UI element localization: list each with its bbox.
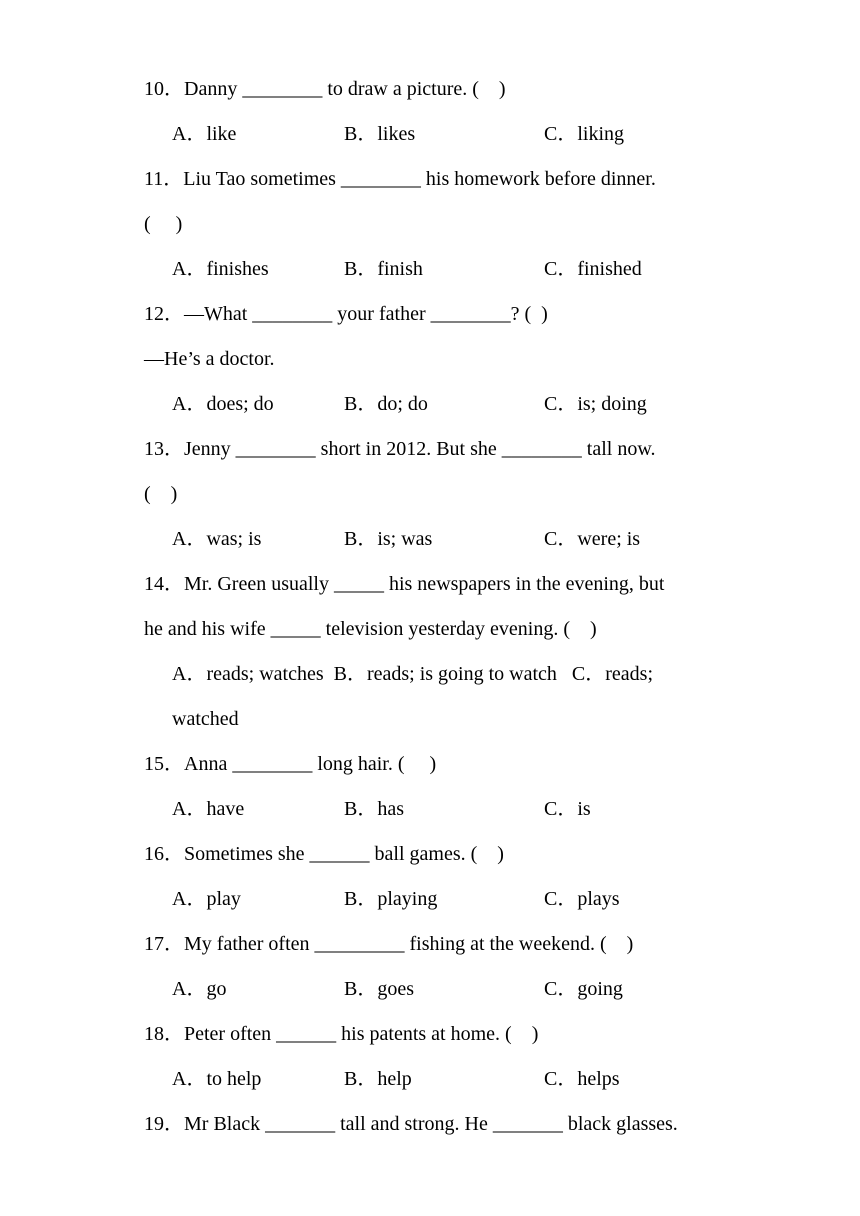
- question-13-option-b: B．is; was: [344, 528, 433, 550]
- question-15-option-c: C．is: [544, 798, 591, 820]
- question-15-option-b: B．has: [344, 798, 404, 820]
- question-10-option-b: B．likes: [344, 123, 416, 145]
- question-14-stem: 14．Mr. Green usually _____ his newspapers in the evening, but: [144, 573, 665, 595]
- question-17-option-b: B．goes: [344, 978, 414, 1000]
- question-13-stem: 13．Jenny ________ short in 2012. But she ________ tall now.: [144, 438, 656, 460]
- question-18-stem: 18．Peter often ______ his patents at home. ( ): [144, 1023, 539, 1045]
- question-13-answer-blank: ( ): [144, 483, 178, 505]
- question-13-option-c: C．were; is: [544, 528, 641, 550]
- question-18-option-c: C．helps: [544, 1068, 620, 1090]
- question-18-option-a: A．to help: [172, 1068, 262, 1090]
- question-16-option-b: B．playing: [344, 888, 438, 910]
- question-11-answer-blank: ( ): [144, 213, 183, 235]
- question-11-stem: 11．Liu Tao sometimes ________ his homework before dinner.: [144, 168, 656, 190]
- question-11-option-c: C．finished: [544, 258, 642, 280]
- question-12-option-a: A．does; do: [172, 393, 274, 415]
- question-12-option-c: C．is; doing: [544, 393, 647, 415]
- question-10-stem: 10．Danny ________ to draw a picture. ( ): [144, 78, 506, 100]
- question-17-stem: 17．My father often _________ fishing at the weekend. ( ): [144, 933, 634, 955]
- question-11-option-b: B．finish: [344, 258, 423, 280]
- question-18-option-b: B．help: [344, 1068, 412, 1090]
- question-10-option-c: C．liking: [544, 123, 625, 145]
- question-17-option-a: A．go: [172, 978, 227, 1000]
- question-14-options: A．reads; watches B．reads; is going to watch C．reads;: [172, 663, 654, 685]
- question-16-stem: 16．Sometimes she ______ ball games. ( ): [144, 843, 504, 865]
- question-15-option-a: A．have: [172, 798, 245, 820]
- question-12-stem: 12．—What ________ your father ________? ( ): [144, 303, 548, 325]
- question-16-option-c: C．plays: [544, 888, 620, 910]
- question-14-stem-continued: he and his wife _____ television yesterday evening. ( ): [144, 618, 597, 640]
- question-11-option-a: A．finishes: [172, 258, 269, 280]
- question-15-stem: 15．Anna ________ long hair. ( ): [144, 753, 437, 775]
- question-17-option-c: C．going: [544, 978, 623, 1000]
- question-16-option-a: A．play: [172, 888, 241, 910]
- question-19-stem: 19．Mr Black _______ tall and strong. He _______ black glasses.: [144, 1113, 678, 1135]
- question-14-options-continued: watched: [172, 708, 239, 730]
- question-12-reply: —He’s a doctor.: [144, 348, 275, 370]
- question-13-option-a: A．was; is: [172, 528, 262, 550]
- question-12-option-b: B．do; do: [344, 393, 428, 415]
- question-10-option-a: A．like: [172, 123, 237, 145]
